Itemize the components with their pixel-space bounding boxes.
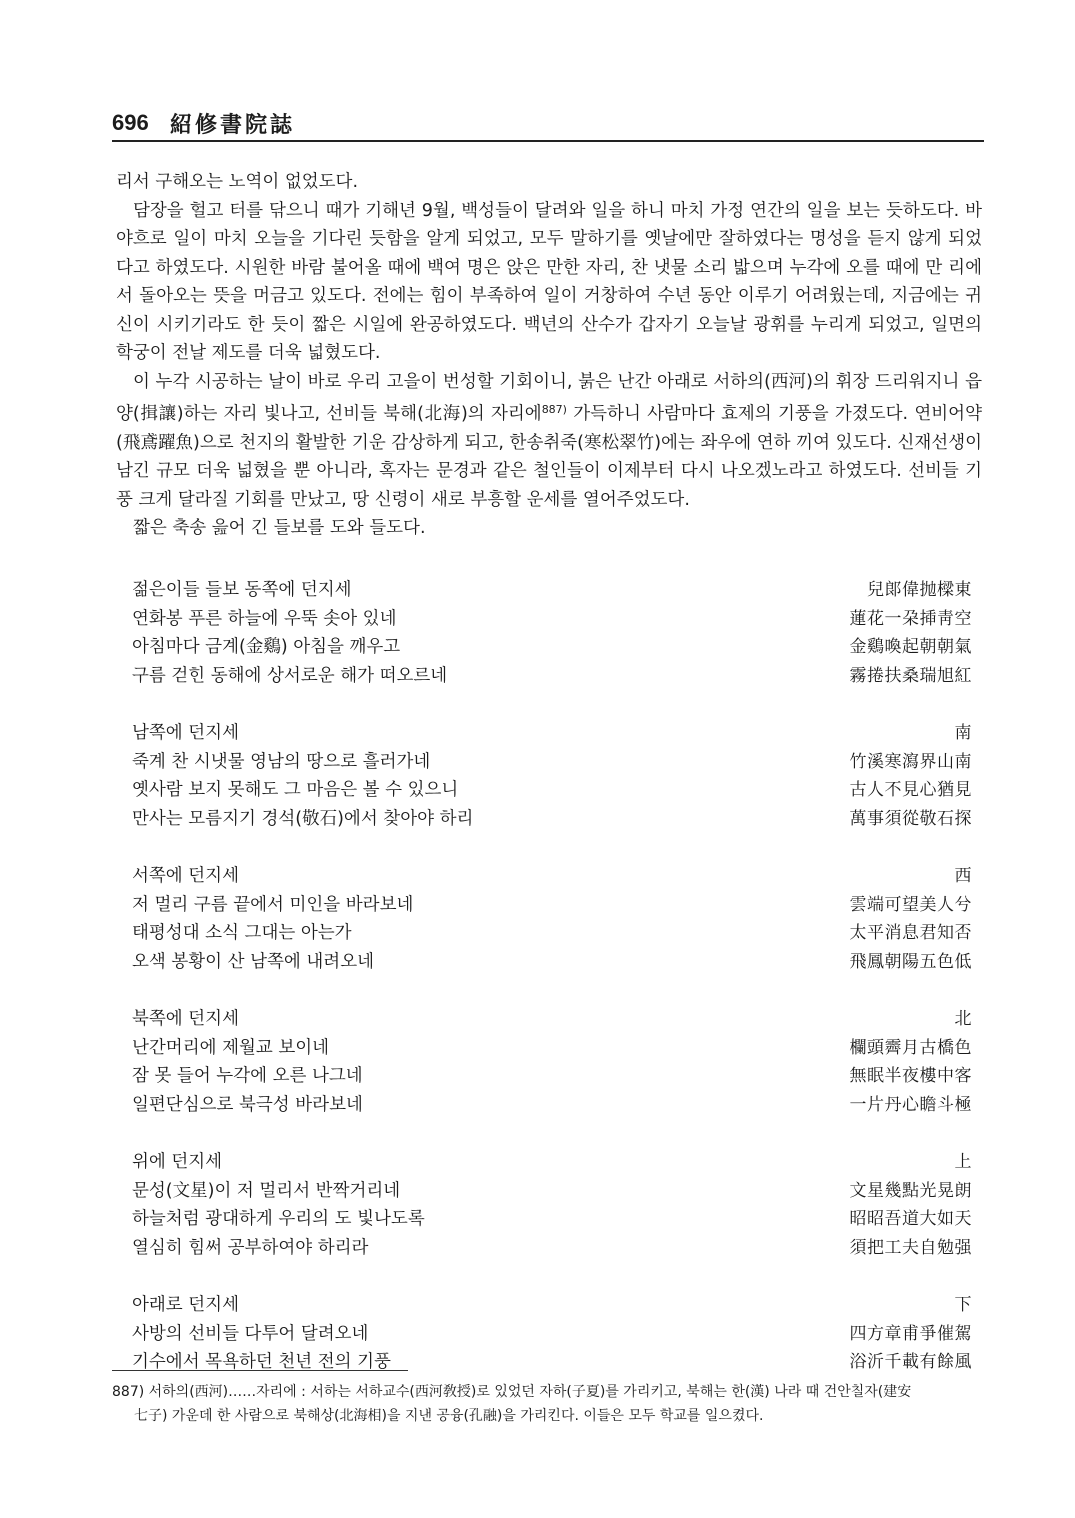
poem-stanza — [132, 1148, 972, 1262]
korean-verse: 하늘처럼 광대하게 우리의 도 빛나도록 — [132, 1209, 425, 1229]
paragraph-text: 가득하니 사람마다 효제의 기풍을 가졌도다. 연비어약(飛鳶躍魚)으로 천지의 활발한 기운 감상하게 되고, 한송취죽(寒松翠竹)에는 좌우에 연하 끼여 있도다. 신재선생이 남긴 규모 더욱 넓혔을 뿐 아니라, 혹자는 문경과 같은 철인들이 이제부터 다시 나오겠노라고 하였도다. 선비들 기풍 크게 달라질 기회를 만났고, 땅 신령이 새로 부흥할 운세를 열어주었도다. — [116, 404, 982, 510]
poem-stanza — [132, 719, 972, 833]
korean-verse: 오색 봉황이 산 남쪽에 내려오네 — [132, 951, 375, 972]
footnote-line: 七子) 가운데 한 사람으로 북해상(北海相)을 지낸 공융(孔融)을 가리킨다. 이들은 모두 학교를 일으켰다. — [134, 1408, 764, 1424]
hanja-verse: 古人不見心猶見 — [849, 780, 972, 800]
korean-verse: 아침마다 금계(金鷄) 아침을 깨우고 — [132, 637, 401, 657]
korean-verse: 태평성대 소식 그대는 아는가 — [132, 923, 352, 943]
hanja-verse: 霧捲扶桑瑞旭紅 — [849, 665, 972, 686]
poem-line — [132, 576, 972, 605]
hanja-verse: 兒郞偉抛樑東 — [867, 580, 972, 600]
poem-line — [132, 719, 972, 748]
poem-line — [132, 1062, 972, 1091]
korean-verse: 만사는 모름지기 경석(敬石)에서 찾아야 하리 — [132, 808, 474, 829]
poem-line — [132, 662, 972, 691]
poem-line — [132, 1005, 972, 1034]
hanja-verse: 北 — [954, 1009, 972, 1029]
hanja-verse: 雲端可望美人兮 — [849, 894, 972, 915]
korean-verse: 사방의 선비들 다투어 달려오네 — [132, 1323, 369, 1344]
korean-verse: 일편단심으로 북극성 바라보네 — [132, 1094, 363, 1115]
footnote-divider — [112, 1370, 408, 1371]
poem-stanza — [132, 576, 972, 690]
poem-line — [132, 1234, 972, 1263]
hanja-verse: 一片丹心瞻斗極 — [849, 1094, 972, 1115]
korean-verse: 난간머리에 제월교 보이네 — [132, 1037, 330, 1058]
poem-line — [132, 748, 972, 777]
poem-line — [132, 1091, 972, 1120]
book-title: 紹修書院誌 — [170, 112, 296, 138]
hanja-verse: 萬事須從敬石探 — [849, 808, 972, 829]
poem-line — [132, 776, 972, 805]
poem-line — [132, 862, 972, 891]
poem-line — [132, 919, 972, 948]
running-header — [112, 108, 984, 142]
hanja-verse: 浴沂千載有餘風 — [849, 1352, 972, 1372]
hanja-verse: 須把工夫自勉强 — [849, 1237, 972, 1258]
hanja-verse: 文星幾點光晃朗 — [849, 1180, 972, 1201]
paragraph: 짧은 축송 읊어 긴 들보를 도와 들도다. — [133, 518, 426, 538]
korean-verse: 아래로 던지세 — [132, 1295, 239, 1315]
hanja-verse: 無眠半夜樓中客 — [849, 1066, 972, 1086]
hanja-verse: 飛鳳朝陽五色低 — [849, 951, 972, 972]
hanja-verse: 上 — [954, 1152, 972, 1172]
poem-line — [132, 1320, 972, 1349]
footnote-reference: 887) — [541, 403, 567, 416]
korean-verse: 위에 던지세 — [132, 1152, 223, 1172]
footnote — [112, 1380, 978, 1428]
poem-line — [132, 1205, 972, 1234]
page-number: 696 — [112, 110, 149, 135]
poem-stanza — [132, 1005, 972, 1119]
hanja-verse: 下 — [954, 1295, 972, 1315]
poem-line — [132, 1177, 972, 1206]
hanja-verse: 欄頭霽月古橋色 — [849, 1037, 972, 1058]
paragraph: 리서 구해오는 노역이 없었도다. — [116, 172, 359, 192]
hanja-verse: 四方章甫爭催駕 — [849, 1323, 972, 1344]
poem-line — [132, 1148, 972, 1177]
korean-verse: 잠 못 들어 누각에 오른 나그네 — [132, 1066, 363, 1086]
poem-line — [132, 948, 972, 977]
poem-stanza — [132, 1291, 972, 1377]
paragraph-text: 이 누각 시공하는 날이 바로 우리 고을이 번성할 기회이니, 붉은 난간 아래로 서하의(西河)의 휘장 드리워지니 읍양(揖讓)하는 자리 빛나고, 선비들 북해(北海)의 자리에 — [116, 371, 982, 424]
paragraph: 담장을 헐고 터를 닦으니 때가 기해년 9월, 백성들이 달려와 일을 하니 마치 가정 연간의 일을 보는 듯하도다. 바야흐로 일이 마치 오늘을 기다린 듯함을 알게 되었고, 모두 말하기를 옛날에만 잘하였다는 명성을 듣지 않게 되었다고 하였도다. 시원한 바람 불어올 때에 백여 명은 앉은 만한 자리, 찬 냇물 소리 밟으며 누각에 오를 때에 만 리에서 돌아오는 뜻을 머금고 있도다. 전에는 힘이 부족하여 일이 거창하여 수년 동안 이루기 어려웠는데, 지금에는 귀신이 시키기라도 한 듯이 짧은 시일에 완공하였도다. 백년의 산수가 갑자기 오늘날 광휘를 누리게 되었고, 일면의 학궁이 전날 제도를 더욱 넓혔도다. — [116, 200, 982, 363]
poem-line — [132, 1291, 972, 1320]
footnote-line: 887) 서하의(西河)……자리에 : 서하는 서하교수(西河敎授)로 있었던 자하(子夏)를 가리키고, 북해는 한(漢) 나라 때 건안칠자(建安 — [112, 1384, 912, 1400]
hanja-verse: 金鷄喚起朝朝氣 — [849, 637, 972, 657]
paragraph — [116, 368, 982, 515]
hanja-verse: 南 — [954, 723, 972, 743]
poem-line — [132, 1348, 972, 1377]
hanja-verse: 昭昭吾道大如天 — [849, 1209, 972, 1229]
body-text — [116, 168, 982, 543]
poem-line — [132, 605, 972, 634]
hanja-verse: 竹溪寒瀉界山南 — [849, 751, 972, 772]
poem-line — [132, 1034, 972, 1063]
poem-stanza — [132, 862, 972, 976]
hanja-verse: 蓮花一朶揷靑空 — [849, 608, 972, 629]
poem-line — [132, 891, 972, 920]
poem — [132, 576, 972, 1406]
korean-verse: 구름 걷힌 동해에 상서로운 해가 떠오르네 — [132, 665, 448, 686]
poem-line — [132, 633, 972, 662]
korean-verse: 남쪽에 던지세 — [132, 723, 239, 743]
korean-verse: 기수에서 목욕하던 천년 전의 기풍 — [132, 1352, 391, 1372]
hanja-verse: 太平消息君知否 — [849, 923, 972, 943]
korean-verse: 문성(文星)이 저 멀리서 반짝거리네 — [132, 1180, 401, 1201]
korean-verse: 죽계 찬 시냇물 영남의 땅으로 흘러가네 — [132, 751, 431, 772]
korean-verse: 서쪽에 던지세 — [132, 866, 239, 886]
korean-verse: 옛사람 보지 못해도 그 마음은 볼 수 있으니 — [132, 780, 459, 800]
hanja-verse: 西 — [954, 866, 972, 886]
korean-verse: 젊은이들 들보 동쪽에 던지세 — [132, 580, 352, 600]
poem-line — [132, 805, 972, 834]
korean-verse: 연화봉 푸른 하늘에 우뚝 솟아 있네 — [132, 608, 397, 629]
korean-verse: 열심히 힘써 공부하여야 하리라 — [132, 1237, 369, 1258]
korean-verse: 저 멀리 구름 끝에서 미인을 바라보네 — [132, 894, 414, 915]
korean-verse: 북쪽에 던지세 — [132, 1009, 239, 1029]
